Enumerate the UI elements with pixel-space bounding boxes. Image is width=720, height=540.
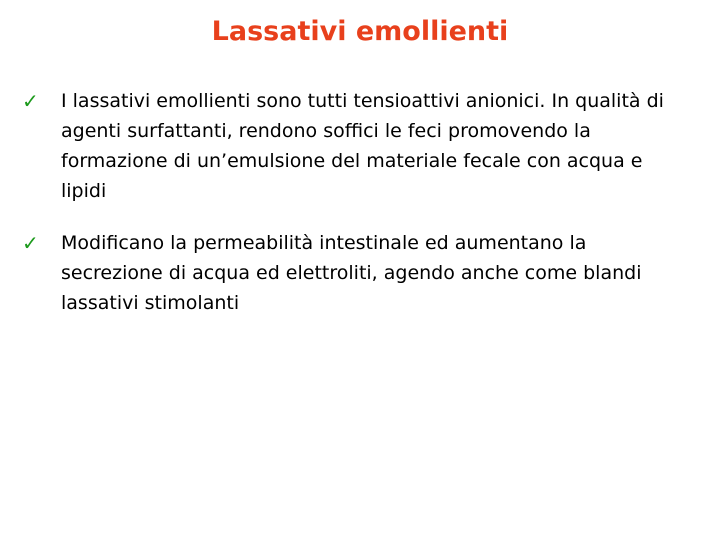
bullet-item: [22, 228, 692, 318]
slide-title: Lassativi emollienti: [211, 16, 509, 47]
bullet-text: I lassativi emollienti sono tutti tensioattivi anionici. In qualità di agenti surfattanti, rendono soffici le feci promovendo la formazione di un’emulsione del materiale fecale con acqua e lipidi: [61, 90, 664, 202]
checkmark-icon: ✓: [22, 89, 39, 113]
bullet-item: [22, 86, 692, 206]
bullet-text: Modificano la permeabilità intestinale ed aumentano la secrezione di acqua ed elettroliti, agendo anche come blandi lassativi stimolanti: [61, 232, 642, 314]
checkmark-icon: ✓: [22, 231, 39, 255]
bullet-list: [22, 86, 692, 340]
